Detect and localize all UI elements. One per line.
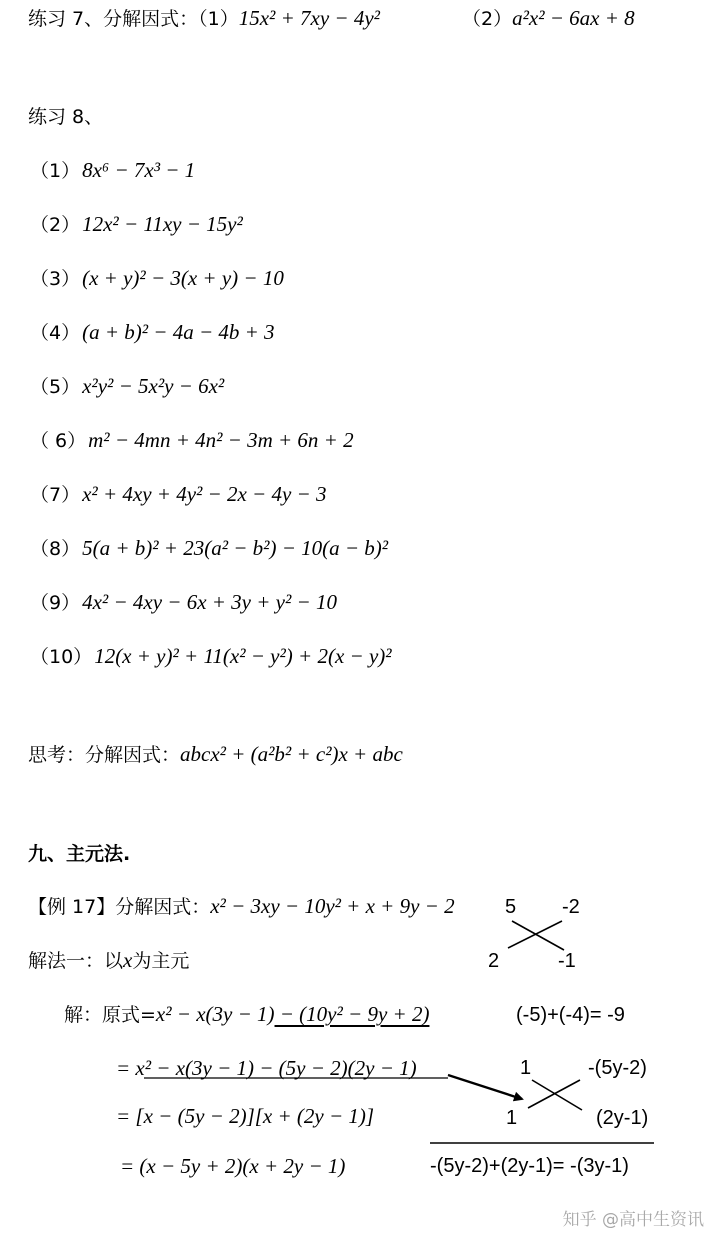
exercise-7-heading: 练习 7、分解因式： xyxy=(28,8,199,30)
item-label: （3） xyxy=(30,268,81,290)
exercise-7-part2-expr: a²x² − 6ax + 8 xyxy=(512,6,635,30)
item-expr: 4x² − 4xy − 6x + 3y + y² − 10 xyxy=(82,590,337,614)
method-1-label: 解法一：以 xyxy=(28,950,124,972)
exercise-8-heading: 练习 8、 xyxy=(28,106,104,128)
example-17-expr: x² − 3xy − 10y² + x + 9y − 2 xyxy=(210,894,455,918)
cross1-bottom-right: -1 xyxy=(558,950,576,972)
cross2-top-right: -(5y-2) xyxy=(588,1057,647,1079)
item-label: （9） xyxy=(30,592,81,614)
item-label: （5） xyxy=(30,376,81,398)
item-label: （10） xyxy=(30,646,93,668)
thinking-expr: abcx² + (a²b² + c²)x + abc xyxy=(180,742,403,766)
item-expr: x²y² − 5x²y − 6x² xyxy=(82,374,225,398)
solution-line-1-part-a: x² − x(3y − 1) xyxy=(155,1002,275,1026)
example-17-label: 【例 17】分解因式： xyxy=(28,896,211,918)
item-expr: x² + 4xy + 4y² − 2x − 4y − 3 xyxy=(82,482,327,506)
exercise-7-part1-expr: 15x² + 7xy − 4y² xyxy=(238,6,380,30)
item-expr: 5(a + b)² + 23(a² − b²) − 10(a − b)² xyxy=(82,536,389,560)
method-1-var: x xyxy=(123,948,133,972)
item-expr: (x + y)² − 3(x + y) − 10 xyxy=(82,266,284,290)
item-label: （2） xyxy=(30,214,81,236)
solution-line-1-part-b: − (10y² − 9y + 2) xyxy=(274,1002,430,1026)
item-expr: m² − 4mn + 4n² − 3m + 6n + 2 xyxy=(88,428,354,452)
cross1-line-b xyxy=(512,921,564,950)
solution-line-4: = (x − 5y + 2)(x + 2y − 1) xyxy=(120,1154,346,1178)
item-expr: 12(x + y)² + 11(x² − y²) + 2(x − y)² xyxy=(94,644,392,668)
pointer-arrow xyxy=(448,1075,522,1099)
cross2-top-left: 1 xyxy=(520,1057,532,1079)
item-expr: 12x² − 11xy − 15y² xyxy=(82,212,243,236)
exercise-7-part1-label: （1） xyxy=(198,8,239,30)
solution-line-3: = [x − (5y − 2)][x + (2y − 1)] xyxy=(116,1104,375,1128)
section-9-title: 九、主元法. xyxy=(28,843,131,865)
solution-line-2: = x² − x(3y − 1) − (5y − 2)(2y − 1) xyxy=(116,1056,417,1080)
item-expr: 8x⁶ − 7x³ − 1 xyxy=(82,158,196,182)
cross1-bottom-left: 2 xyxy=(488,950,500,972)
cross2-bottom-right: (2y-1) xyxy=(596,1107,649,1129)
item-expr: (a + b)² − 4a − 4b + 3 xyxy=(82,320,275,344)
item-label: （4） xyxy=(30,322,81,344)
thinking-label: 思考：分解因式： xyxy=(28,744,181,766)
item-label: （ 6） xyxy=(30,430,87,452)
exercise-7-part2-label: （2） xyxy=(462,8,513,30)
cross2-line-b xyxy=(532,1080,582,1110)
watermark: 知乎 @高中生资讯 xyxy=(562,1210,704,1230)
item-label: （8） xyxy=(30,538,81,560)
cross2-sum: -(5y-2)+(2y-1)= -(3y-1) xyxy=(430,1155,629,1177)
solution-prefix: 解：原式= xyxy=(64,1004,156,1026)
item-label: （7） xyxy=(30,484,81,506)
cross1-top-right: -2 xyxy=(562,896,580,918)
cross1-sum: (-5)+(-4)= -9 xyxy=(516,1004,625,1026)
cross1-top-left: 5 xyxy=(505,896,517,918)
method-1-suffix: 为主元 xyxy=(132,950,190,972)
item-label: （1） xyxy=(30,160,81,182)
cross2-bottom-left: 1 xyxy=(506,1107,518,1129)
